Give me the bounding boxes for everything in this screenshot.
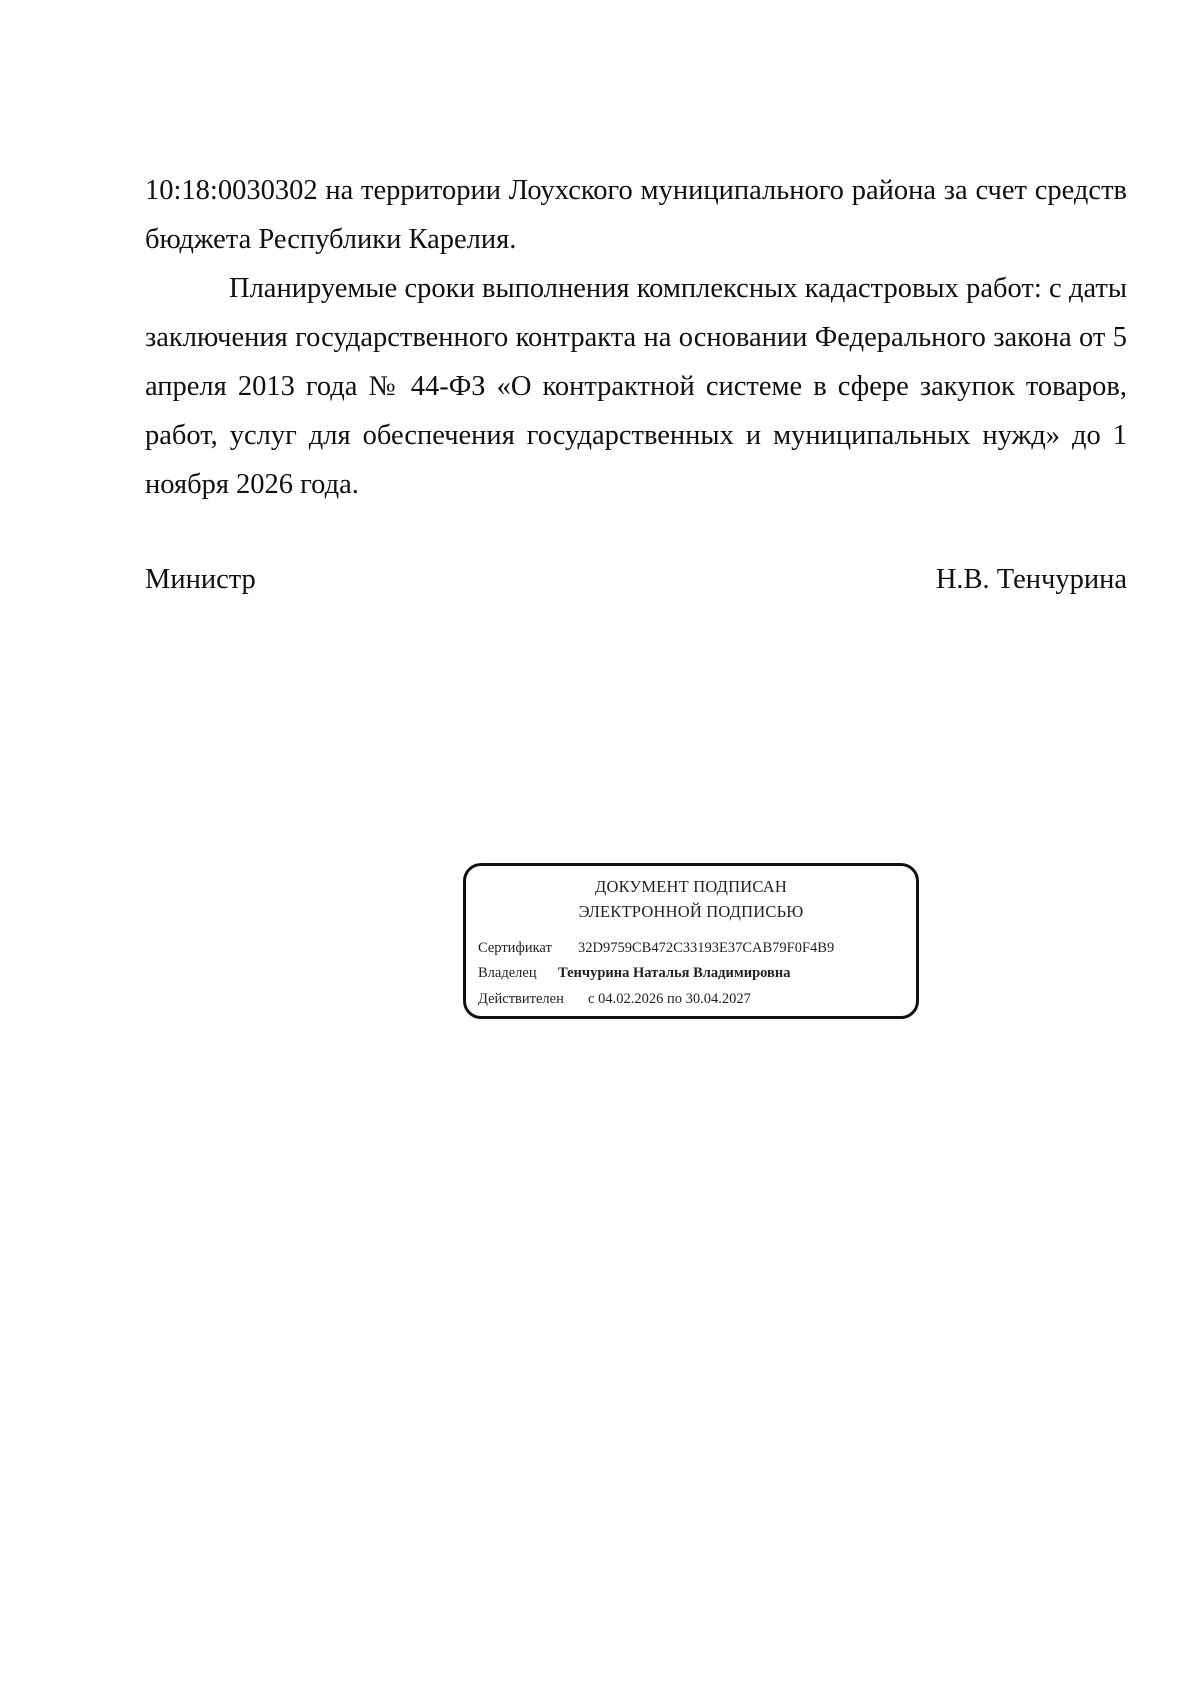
certificate-value: 32D9759CB472C33193E37CAB79F0F4B9 — [578, 940, 835, 956]
signature-line — [145, 560, 1127, 600]
stamp-header-line-2: ЭЛЕКТРОННОЙ ПОДПИСЬЮ — [578, 902, 804, 921]
signatory-name: Н.В. Тенчурина — [935, 564, 1127, 595]
certificate-row — [478, 939, 834, 957]
valid-to-date: 30.04.2027 — [685, 991, 751, 1007]
signatory-title: Министр — [145, 564, 256, 595]
owner-label: Владелец — [478, 965, 537, 981]
stamp-header-line-1: ДОКУМЕНТ ПОДПИСАН — [595, 877, 787, 896]
stamp-header — [466, 874, 916, 924]
body-paragraph-2: Планируемые сроки выполнения комплексных кадастровых работ: с даты заключения государственного контракта на основании Федерального закона от 5 апреля 2013 года № 44-ФЗ «О контрактной системе в сфере закупок товаров, работ, услуг для обеспечения государственных и муниципальных нужд» до 1 ноября 2026 года. — [145, 273, 1127, 500]
validity-label: Действителен — [478, 991, 564, 1007]
valid-from-date: 04.02.2026 — [598, 991, 664, 1007]
owner-row — [478, 964, 790, 982]
valid-to-prefix: по — [666, 991, 682, 1007]
valid-from-prefix: с — [588, 991, 595, 1007]
owner-value: Тенчурина Наталья Владимировна — [558, 965, 791, 981]
electronic-signature-stamp — [463, 863, 919, 1019]
validity-row — [478, 990, 751, 1008]
body-paragraph-1: 10:18:0030302 на территории Лоухского муниципального района за счет средств бюджета Республики Карелия. — [145, 175, 1127, 255]
certificate-label: Сертификат — [478, 940, 552, 956]
